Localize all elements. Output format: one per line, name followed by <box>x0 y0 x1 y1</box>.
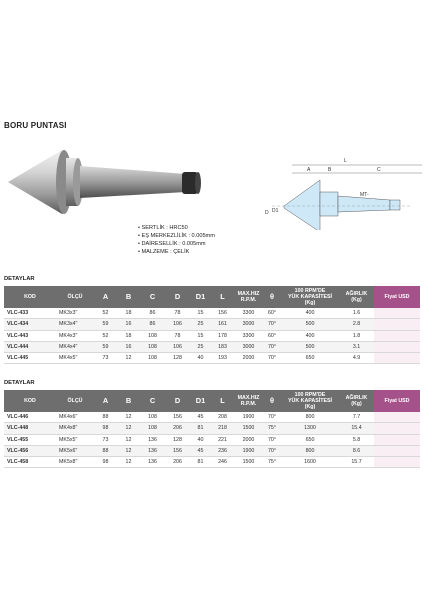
cell-fiyat <box>374 412 420 423</box>
cell-d: 206 <box>165 423 190 434</box>
cell-theta: 75° <box>263 457 281 468</box>
cell-maxhiz: 3000 <box>234 341 263 352</box>
cell-c: 86 <box>140 308 165 319</box>
section-label-2: DETAYLAR <box>4 380 35 386</box>
col-header-d1: D1 <box>190 390 211 412</box>
cell-yuk: 500 <box>281 319 339 330</box>
cell-l: 183 <box>211 341 234 352</box>
cell-b: 12 <box>117 423 140 434</box>
cell-kod: VLC-433 <box>4 308 56 319</box>
cell-olcu: MK4x5" <box>56 353 94 364</box>
cell-fiyat <box>374 434 420 445</box>
cell-b: 12 <box>117 445 140 456</box>
spec-concentricity: • EŞ MERKEZLİLİK : 0.005mm <box>138 233 215 239</box>
table-row <box>4 353 420 364</box>
cell-b: 12 <box>117 434 140 445</box>
cell-c: 108 <box>140 341 165 352</box>
cell-d1: 25 <box>190 319 211 330</box>
cell-maxhiz: 2000 <box>234 434 263 445</box>
cell-theta: 70° <box>263 353 281 364</box>
cell-c: 108 <box>140 412 165 423</box>
cell-olcu: MK4x8" <box>56 423 94 434</box>
cell-d: 156 <box>165 445 190 456</box>
cell-kod: VLC-446 <box>4 412 56 423</box>
cell-yuk: 650 <box>281 434 339 445</box>
cell-maxhiz: 1900 <box>234 412 263 423</box>
col-header-olcu: ÖLÇÜ <box>56 286 94 308</box>
cell-olcu: MK3x4" <box>56 319 94 330</box>
col-header-c: C <box>140 390 165 412</box>
cell-maxhiz: 2000 <box>234 353 263 364</box>
cell-theta: 70° <box>263 412 281 423</box>
page-title: BORU PUNTASI <box>4 121 67 130</box>
cell-a: 98 <box>94 423 117 434</box>
col-header-kod: KOD <box>4 286 56 308</box>
cell-kod: VLC-444 <box>4 341 56 352</box>
cell-olcu: MK5x6" <box>56 445 94 456</box>
cell-yuk: 1600 <box>281 457 339 468</box>
dim-b-label: B <box>328 167 332 173</box>
table-row <box>4 445 420 456</box>
cell-a: 88 <box>94 445 117 456</box>
col-header-a: A <box>94 390 117 412</box>
cell-olcu: MK5x5" <box>56 434 94 445</box>
cell-a: 52 <box>94 308 117 319</box>
cell-agirlik: 1.8 <box>339 330 374 341</box>
cell-a: 73 <box>94 353 117 364</box>
cell-d: 206 <box>165 457 190 468</box>
col-header-agirlik: AĞIRLIK (Kg) <box>339 286 374 308</box>
cell-l: 218 <box>211 423 234 434</box>
spec-table-2 <box>4 390 420 468</box>
cell-kod: VLC-434 <box>4 319 56 330</box>
col-header-yuk: 100 RPM'DE YÜK KAPASİTESİ (Kg) <box>281 390 339 412</box>
cell-fiyat <box>374 353 420 364</box>
cell-l: 246 <box>211 457 234 468</box>
cell-d: 78 <box>165 330 190 341</box>
spec-table-1 <box>4 286 420 364</box>
cell-d: 106 <box>165 319 190 330</box>
cell-c: 108 <box>140 353 165 364</box>
col-header-fiyat: Fiyat USD <box>374 286 420 308</box>
col-header-maxhiz: MAX.HIZ R.P.M. <box>234 390 263 412</box>
col-header-theta: θ <box>263 390 281 412</box>
cell-l: 193 <box>211 353 234 364</box>
dim-a-label: A <box>307 167 311 173</box>
cell-agirlik: 3.1 <box>339 341 374 352</box>
col-header-d: D <box>165 390 190 412</box>
cell-d1: 15 <box>190 330 211 341</box>
col-header-a: A <box>94 286 117 308</box>
cell-b: 12 <box>117 353 140 364</box>
cell-fiyat <box>374 445 420 456</box>
cell-agirlik: 15.7 <box>339 457 374 468</box>
table-row <box>4 434 420 445</box>
cell-a: 59 <box>94 341 117 352</box>
cell-d1: 45 <box>190 412 211 423</box>
table-row <box>4 412 420 423</box>
cell-fiyat <box>374 423 420 434</box>
cell-c: 108 <box>140 423 165 434</box>
cell-c: 108 <box>140 330 165 341</box>
cell-d: 156 <box>165 412 190 423</box>
cell-kod: VLC-448 <box>4 423 56 434</box>
col-header-theta: θ <box>263 286 281 308</box>
cell-b: 16 <box>117 341 140 352</box>
cell-l: 161 <box>211 319 234 330</box>
cell-yuk: 1300 <box>281 423 339 434</box>
col-header-l: L <box>211 390 234 412</box>
cell-fiyat <box>374 308 420 319</box>
cell-agirlik: 5.8 <box>339 434 374 445</box>
table-row <box>4 308 420 319</box>
mt-label: MT- <box>360 192 369 198</box>
cell-l: 208 <box>211 412 234 423</box>
technical-diagram <box>262 150 422 230</box>
cell-yuk: 500 <box>281 341 339 352</box>
cell-olcu: MK5x8" <box>56 457 94 468</box>
cell-theta: 60° <box>263 308 281 319</box>
cell-d1: 45 <box>190 445 211 456</box>
cell-fiyat <box>374 457 420 468</box>
spec-hardness: • SERTLİK : HRC50 <box>138 225 188 231</box>
cell-agirlik: 1.6 <box>339 308 374 319</box>
table-row <box>4 457 420 468</box>
col-header-fiyat: Fiyat USD <box>374 390 420 412</box>
cell-b: 18 <box>117 308 140 319</box>
dim-c-label: C <box>377 167 381 173</box>
cell-l: 236 <box>211 445 234 456</box>
cell-b: 12 <box>117 457 140 468</box>
cell-fiyat <box>374 330 420 341</box>
cell-d: 128 <box>165 434 190 445</box>
col-header-c: C <box>140 286 165 308</box>
cell-kod: VLC-458 <box>4 457 56 468</box>
cell-a: 59 <box>94 319 117 330</box>
cell-maxhiz: 1500 <box>234 457 263 468</box>
cell-b: 16 <box>117 319 140 330</box>
cell-kod: VLC-456 <box>4 445 56 456</box>
cell-theta: 70° <box>263 445 281 456</box>
col-header-l: L <box>211 286 234 308</box>
cell-a: 52 <box>94 330 117 341</box>
col-header-olcu: ÖLÇÜ <box>56 390 94 412</box>
cell-d1: 25 <box>190 341 211 352</box>
col-header-d1: D1 <box>190 286 211 308</box>
cell-agirlik: 8.6 <box>339 445 374 456</box>
cell-maxhiz: 1900 <box>234 445 263 456</box>
col-header-kod: KOD <box>4 390 56 412</box>
cell-c: 86 <box>140 319 165 330</box>
cell-a: 73 <box>94 434 117 445</box>
cell-theta: 75° <box>263 423 281 434</box>
dim-d1-label: D1 <box>272 208 279 214</box>
cell-theta: 70° <box>263 319 281 330</box>
cell-d1: 40 <box>190 353 211 364</box>
cell-maxhiz: 3300 <box>234 308 263 319</box>
col-header-yuk: 100 RPM'DE YÜK KAPASİTESİ (Kg) <box>281 286 339 308</box>
cell-d1: 40 <box>190 434 211 445</box>
col-header-b: B <box>117 390 140 412</box>
table-row <box>4 319 420 330</box>
dim-d-label: D <box>265 210 269 216</box>
cell-d1: 81 <box>190 457 211 468</box>
cell-c: 136 <box>140 434 165 445</box>
col-header-agirlik: AĞIRLIK (Kg) <box>339 390 374 412</box>
cell-olcu: MK4x3" <box>56 330 94 341</box>
table-row <box>4 423 420 434</box>
cell-yuk: 800 <box>281 412 339 423</box>
product-photo <box>6 140 216 230</box>
table-row <box>4 341 420 352</box>
cell-maxhiz: 3300 <box>234 330 263 341</box>
cell-olcu: MK3x3" <box>56 308 94 319</box>
col-header-maxhiz: MAX.HIZ R.P.M. <box>234 286 263 308</box>
cell-yuk: 650 <box>281 353 339 364</box>
cell-l: 221 <box>211 434 234 445</box>
cell-b: 18 <box>117 330 140 341</box>
cell-kod: VLC-443 <box>4 330 56 341</box>
cell-kod: VLC-445 <box>4 353 56 364</box>
cell-a: 88 <box>94 412 117 423</box>
cell-yuk: 400 <box>281 308 339 319</box>
cell-olcu: MK4x6" <box>56 412 94 423</box>
cell-maxhiz: 3000 <box>234 319 263 330</box>
cell-d: 78 <box>165 308 190 319</box>
table-row <box>4 330 420 341</box>
spec-material: • MALZEME : ÇELİK <box>138 249 190 255</box>
dim-l-label: L <box>344 158 347 164</box>
cell-yuk: 800 <box>281 445 339 456</box>
cell-d: 128 <box>165 353 190 364</box>
cell-agirlik: 2.8 <box>339 319 374 330</box>
cell-agirlik: 4.9 <box>339 353 374 364</box>
cell-theta: 70° <box>263 434 281 445</box>
col-header-b: B <box>117 286 140 308</box>
cell-d1: 15 <box>190 308 211 319</box>
section-label-1: DETAYLAR <box>4 276 35 282</box>
cell-kod: VLC-455 <box>4 434 56 445</box>
col-header-d: D <box>165 286 190 308</box>
cell-maxhiz: 1500 <box>234 423 263 434</box>
spec-roundness: • DAİRESELLİK : 0.005mm <box>138 241 206 247</box>
cell-l: 178 <box>211 330 234 341</box>
cell-theta: 70° <box>263 341 281 352</box>
cell-d1: 81 <box>190 423 211 434</box>
cell-fiyat <box>374 319 420 330</box>
cell-fiyat <box>374 341 420 352</box>
cell-theta: 60° <box>263 330 281 341</box>
cell-a: 98 <box>94 457 117 468</box>
cell-c: 136 <box>140 457 165 468</box>
cell-l: 156 <box>211 308 234 319</box>
cell-yuk: 400 <box>281 330 339 341</box>
cell-agirlik: 7.7 <box>339 412 374 423</box>
cell-c: 136 <box>140 445 165 456</box>
cell-d: 106 <box>165 341 190 352</box>
spec-list <box>138 224 215 256</box>
cell-b: 12 <box>117 412 140 423</box>
cell-olcu: MK4x4" <box>56 341 94 352</box>
cell-agirlik: 15.4 <box>339 423 374 434</box>
